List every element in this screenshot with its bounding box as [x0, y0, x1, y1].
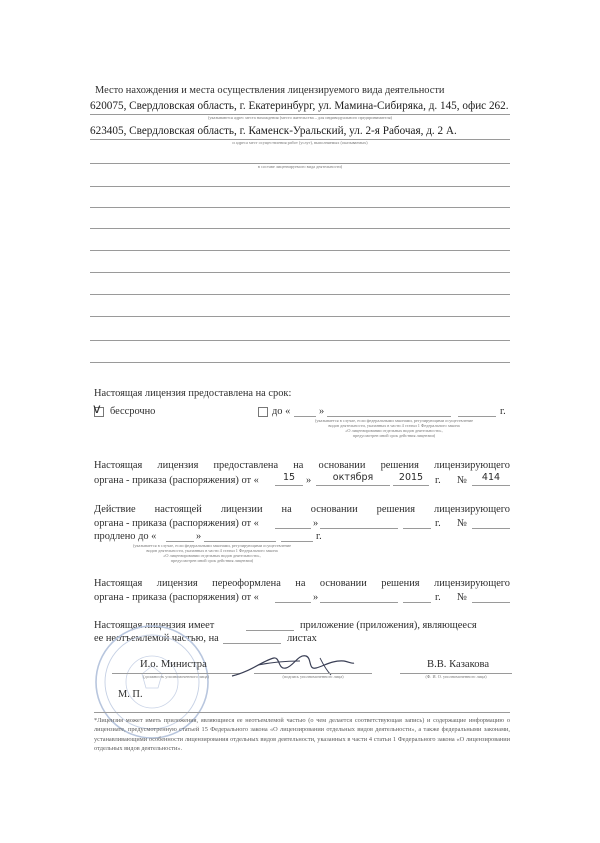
reissue-year-suffix: г.: [435, 592, 441, 603]
term-hint: [264, 419, 524, 439]
validity-year-suffix: г.: [435, 518, 441, 529]
signatory-position: И.о. Министра: [140, 659, 207, 670]
term-year-suffix: г.: [500, 406, 506, 417]
address-hint-3: в составе лицензируемого вида деятельности): [257, 164, 343, 169]
extended-day-field: [166, 541, 194, 542]
signatory-name: В.В. Казакова: [427, 659, 490, 670]
validity-day-field: [275, 528, 311, 529]
blank-line: [90, 294, 510, 295]
appendix-sheets-field: [223, 643, 281, 644]
appendix-line-2-right: листах: [287, 633, 317, 644]
blank-line: [90, 186, 510, 187]
location-heading: Место нахождения и места осуществления лицензируемого вида деятельности: [95, 85, 445, 96]
blank-line: [90, 250, 510, 251]
basis-number: 414: [481, 472, 501, 483]
basis-quote-close: »: [306, 475, 312, 486]
term-hint-line: предусмотрен иной срок действия лицензии): [352, 432, 436, 438]
term-until-label: до «: [272, 406, 291, 417]
position-hint: (должность уполномоченного лица): [143, 674, 209, 679]
basis-month-field: [316, 485, 390, 486]
address-hint-1: (указываются адрес места нахождения (место жительства – для индивидуального предпринимателя): [207, 115, 393, 120]
basis-year-suffix: г.: [435, 475, 441, 486]
check-mark-icon: v: [93, 402, 101, 417]
validity-hint-line: «О лицензировании отдельных видов деятельности»,: [163, 552, 261, 558]
basis-day-field: [275, 485, 303, 486]
indefinite-label: бессрочно: [110, 406, 156, 417]
basis-month: октября: [332, 472, 374, 483]
term-hint-line: (указывается в случае, если федеральными законами, регулирующими осуществление: [314, 418, 474, 423]
reissue-year-field: [403, 602, 431, 603]
validity-hint-line: предусмотрен иной срок действия лицензии): [170, 557, 254, 563]
blank-line: [90, 228, 510, 229]
term-quote-close: »: [319, 406, 325, 417]
reissue-quote-close: »: [313, 592, 319, 603]
validity-hint-line: видов деятельности, указанных в части 4 статьи 1 Федерального закона: [146, 547, 278, 553]
validity-number-field: [472, 528, 510, 529]
primary-address: 620075, Свердловская область, г. Екатеринбург, ул. Мамина-Сибиряка, д. 145, офис 262.: [90, 100, 509, 112]
address-hint-2: и адреса мест осуществления работ (услуг), выполняемых (оказываемых): [232, 140, 368, 145]
appendix-line-1-left: Настоящая лицензия имеет: [94, 620, 215, 631]
footnote-divider: [94, 712, 510, 713]
extended-quote-close: »: [196, 531, 202, 542]
basis-number-field: [472, 485, 510, 486]
basis-day: 15: [282, 472, 296, 483]
appendix-line-2-left: ее неотъемлемой частью, на: [94, 633, 219, 644]
reissue-day-field: [275, 602, 311, 603]
basis-year: 2015: [398, 472, 424, 483]
basis-year-field: [393, 485, 429, 486]
extended-until-label: продлено до «: [94, 531, 157, 542]
extended-month-field: [204, 541, 276, 542]
signature-hint: (подпись уполномоченного лица): [282, 674, 344, 679]
term-hint-line: «О лицензировании отдельных видов деятельности»,: [345, 427, 443, 433]
appendix-count-field: [246, 630, 294, 631]
extended-year-suffix: г.: [316, 531, 322, 542]
activity-address: 623405, Свердловская область, г. Каменск-Уральский, ул. 2-я Рабочая, д. 2 А.: [90, 125, 457, 137]
reissue-line-1: Настоящая лицензия переоформлена на основании решения лицензирующего: [94, 578, 510, 589]
blank-line: [90, 207, 510, 208]
basis-line-1: Настоящая лицензия предоставлена на основании решения лицензирующего: [94, 460, 510, 471]
validity-line-2-prefix: органа - приказа (распоряжения) от «: [94, 518, 259, 529]
validity-number-label: №: [457, 518, 467, 529]
reissue-month-field: [320, 602, 398, 603]
validity-hint-line: (указывается в случае, если федеральными законами, регулирующими осуществление: [132, 543, 292, 548]
basis-line-2-prefix: органа - приказа (распоряжения) от «: [94, 475, 259, 486]
term-hint-line: видов деятельности, указанных в части 4 статьи 1 Федерального закона: [328, 422, 460, 428]
seal-place-label: М. П.: [118, 689, 143, 700]
blank-line: [90, 316, 510, 317]
term-year-field: [458, 416, 496, 417]
reissue-number-label: №: [457, 592, 467, 603]
reissue-number-field: [472, 602, 510, 603]
term-day-field: [294, 416, 316, 417]
blank-line: [90, 340, 510, 341]
appendix-line-1-right: приложение (приложения), являющееся: [300, 620, 477, 631]
blank-line: [90, 362, 510, 363]
basis-number-label: №: [457, 475, 467, 486]
blank-line: [90, 272, 510, 273]
validity-hint: [94, 544, 330, 564]
footnote-text: *Лицензия может иметь приложения, являющиеся ее неотъемлемой частью (о чем делается соответствующая запись) и содержащие информацию о лицензиате, предусмотренную статьей 15 Федерального закона «О лицензировании отдельных видов деятельности», а также федеральными законами, устанавливающими особенности лицензирования отдельных видов деятельности, указанных в части 4 статьи 1 Федерального закона «О лицензировании отдельных видов деятельности».: [94, 717, 510, 753]
validity-quote-close: »: [313, 518, 319, 529]
extended-year-field: [281, 541, 313, 542]
reissue-line-2-prefix: органа - приказа (распоряжения) от «: [94, 592, 259, 603]
term-heading: Настоящая лицензия предоставлена на срок:: [94, 388, 292, 399]
validity-year-field: [403, 528, 431, 529]
name-hint: (Ф. И. О. уполномоченного лица): [425, 674, 487, 679]
term-until-checkbox[interactable]: [258, 407, 268, 417]
validity-month-field: [320, 528, 398, 529]
term-month-field: [327, 416, 451, 417]
validity-line-1: Действие настоящей лицензии на основании решения лицензирующего: [94, 504, 510, 515]
